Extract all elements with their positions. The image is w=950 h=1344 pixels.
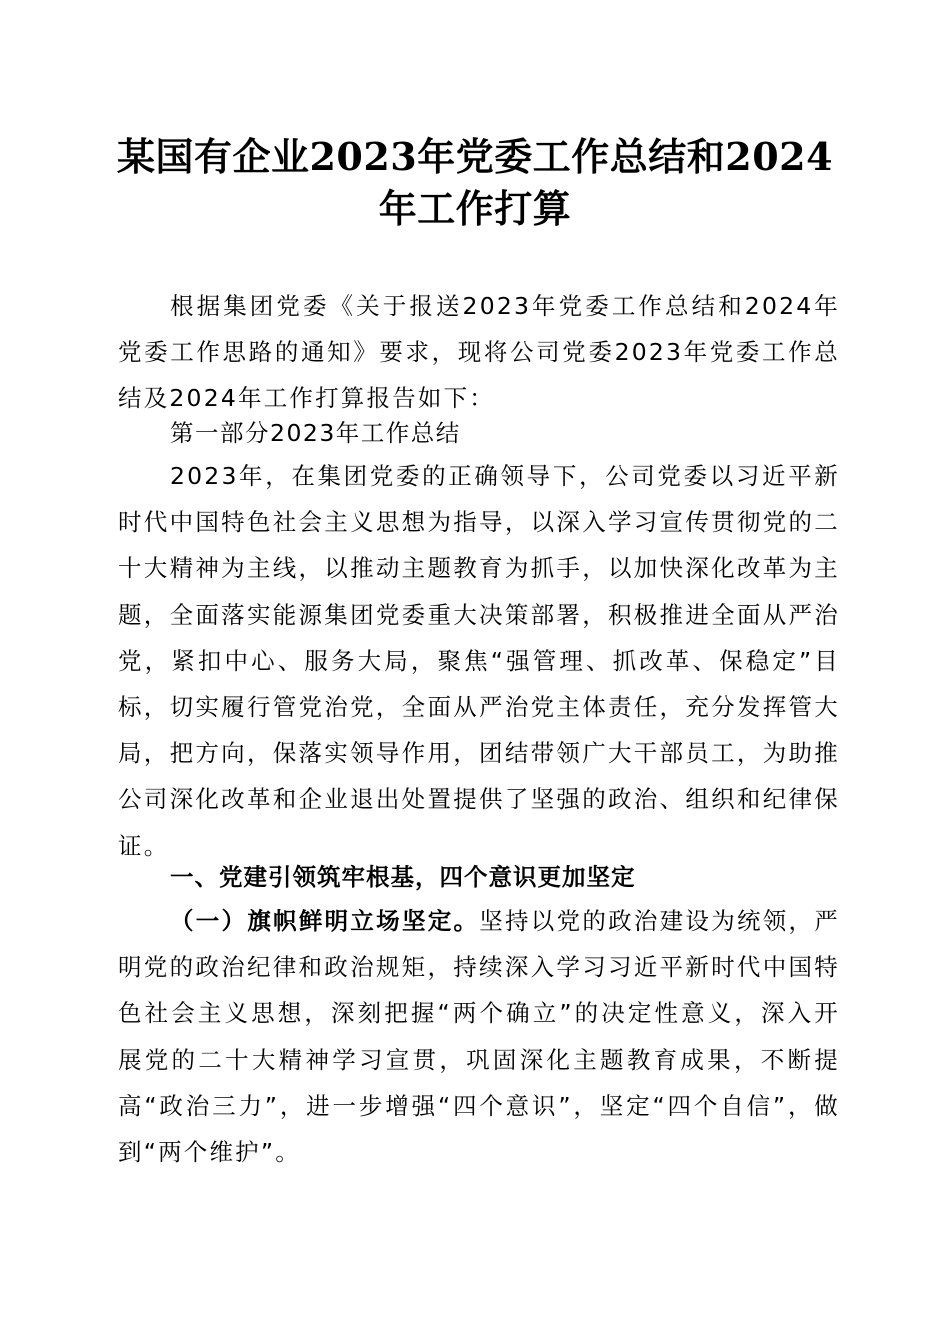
intro-paragraph: 根据集团党委《关于报送2023年党委工作总结和2024年党委工作思路的通知》要求，现将公司党委2023年党委工作总结及2024年工作打算报告如下： bbox=[118, 292, 840, 413]
section-heading: 一、党建引领筑牢根基，四个意识更加坚定 bbox=[170, 863, 636, 891]
document-title: 某国有企业2023年党委工作总结和2024年工作打算 bbox=[116, 134, 834, 231]
subsection-text: 坚持以党的政治建设为统领，严明党的政治纪律和政治规矩，持续深入学习习近平新时代中国特色社会主义思想，深刻把握“两个确立”的决定性意义，深入开展党的二十大精神学习宣贯，巩固深化主题教育成果，不断提高“政治三力”，进一步增强“四个意识”，坚定“四个自信”，做到“两个维护”。 bbox=[118, 907, 840, 1167]
subsection-lead: （一）旗帜鲜明立场坚定。 bbox=[170, 907, 480, 935]
part-heading: 第一部分2023年工作总结 bbox=[170, 419, 461, 447]
subsection-paragraph bbox=[118, 898, 840, 1175]
summary-paragraph: 2023年，在集团党委的正确领导下，公司党委以习近平新时代中国特色社会主义思想为指导，以深入学习宣传贯彻党的二十大精神为主线，以推动主题教育为抓手，以加快深化改革为主题，全面落实能源集团党委重大决策部署，积极推进全面从严治党，紧扣中心、服务大局，聚焦“强管理、抓改革、保稳定”目标，切实履行管党治党，全面从严治党主体责任，充分发挥管大局，把方向，保落实领导作用，团结带领广大干部员工，为助推公司深化改革和企业退出处置提供了坚强的政治、组织和纪律保证。 bbox=[118, 462, 840, 860]
